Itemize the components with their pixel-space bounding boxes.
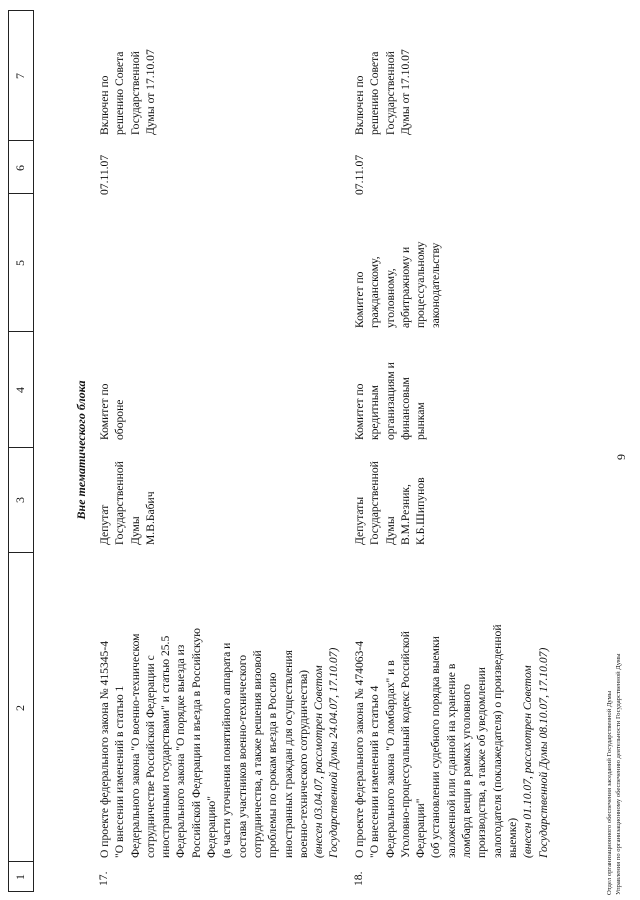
row-co-committee	[352, 198, 444, 328]
description-line: Уголовно-процессуальный кодекс Российской	[398, 631, 412, 858]
decision-line: Государственной	[128, 51, 142, 135]
description-line: (в части уточнения понятийного аппарата и	[220, 642, 234, 858]
row-committee	[97, 335, 128, 440]
decision-line: Думы от 17.10.07	[398, 49, 412, 135]
committee-line: Комитет по	[353, 383, 366, 440]
row-initiator	[97, 450, 158, 545]
initiator-line: В.М.Резник,	[398, 484, 412, 545]
committee-line: обороне	[113, 399, 127, 440]
row-description	[352, 553, 551, 858]
header-col-divider	[8, 447, 34, 448]
committee-line: рынкам	[414, 402, 428, 440]
decision-line: решению Совета	[113, 51, 127, 135]
decision-line: Включен по	[98, 75, 111, 135]
initiator-line: Депутаты	[353, 496, 366, 545]
header-col-divider	[8, 193, 34, 194]
committee-line: финансовым	[398, 377, 412, 440]
footer-line-1: Отдел организационного обеспечения заседаний Государственной Думы	[606, 690, 613, 895]
decision-line: Государственной	[383, 51, 397, 135]
co-committee-line: уголовному,	[383, 268, 397, 328]
description-line: сотрудничестве Российской Федерации с	[143, 655, 157, 858]
description-line: военно-технического сотрудничества)	[296, 669, 310, 858]
description-line: Федерацию"	[205, 796, 219, 858]
row-decision	[97, 15, 158, 135]
header-col-divider	[8, 140, 34, 141]
header-col-divider	[8, 10, 34, 11]
header-col-divider	[8, 891, 34, 892]
committee-line: кредитным	[368, 385, 382, 440]
co-committee-line: гражданскому,	[368, 256, 382, 328]
description-line: проблемы по срокам въезда в Россию	[266, 672, 280, 858]
header-top-border	[8, 10, 9, 892]
description-line: иностранными государствами" и статью 25.5	[159, 635, 173, 858]
submission-note: Государственной Думы 08.10.07, 17.10.07)	[536, 647, 550, 858]
decision-line: решению Совета	[368, 51, 382, 135]
description-line: Федерального закона "О порядке выезда из	[174, 644, 188, 858]
row-date: 07.11.07	[353, 154, 366, 195]
description-line: (об установлении судебного порядка выемки	[429, 636, 443, 858]
description-line: выемке)	[505, 817, 519, 858]
page-number: 9	[614, 454, 628, 460]
co-committee-line: Комитет по	[353, 271, 366, 328]
column-number: 4	[13, 387, 27, 393]
co-committee-line: законодательству	[429, 242, 443, 328]
initiator-line: М.В.Бабич	[143, 491, 157, 545]
description-line: иностранных граждан для осуществления	[281, 650, 295, 858]
column-number: 1	[13, 874, 27, 880]
description-line: Федерального закона "О военно-техническом	[128, 633, 142, 858]
description-line: "О внесении изменений в статью 1	[113, 685, 127, 858]
initiator-line: Государственной	[113, 461, 127, 545]
column-number: 5	[13, 260, 27, 266]
description-line: О проекте федерального закона № 415345-4	[98, 641, 111, 858]
block-title: Вне тематического блока	[74, 380, 88, 520]
row-initiator	[352, 450, 428, 545]
row-number: 18.	[352, 871, 365, 886]
co-committee-line: процессуальному	[414, 241, 428, 328]
column-number: 3	[13, 497, 27, 503]
header-col-divider	[8, 861, 34, 862]
description-line: залогодателя (поклажедателя) о произведенной	[490, 624, 504, 858]
header-col-divider	[8, 331, 34, 332]
decision-line: Включен по	[353, 75, 366, 135]
footer-line-2: Управления по организационному обеспечению деятельности Государственной Думы	[615, 653, 622, 895]
description-line: "О внесении изменений в статью 4	[368, 685, 382, 858]
initiator-line: Государственной	[368, 461, 382, 545]
initiator-line: Думы	[383, 516, 397, 545]
description-line: ломбард вещи в рамках уголовного	[460, 684, 474, 858]
header-bottom-border	[33, 10, 34, 892]
description-line: Федерации"	[414, 798, 428, 858]
row-description	[97, 553, 342, 858]
row-decision	[352, 15, 413, 135]
initiator-line: Депутат	[98, 504, 111, 545]
description-line: заложенной или сданной на хранение в	[444, 663, 458, 858]
submission-note: (внесен 01.10.07, рассмотрен Советом	[521, 665, 535, 858]
submission-note: Государственной Думы 24.04.07, 17.10.07)	[327, 647, 341, 858]
column-number: 6	[13, 165, 27, 171]
column-number: 7	[13, 73, 27, 79]
committee-line: организациям и	[383, 362, 397, 440]
initiator-line: К.Б.Шипунов	[414, 477, 428, 545]
decision-line: Думы от 17.10.07	[143, 49, 157, 135]
description-line: Федерального закона "О ломбардах" и в	[383, 660, 397, 858]
description-line: сотрудничества, а также решения визовой	[250, 650, 264, 858]
row-date: 07.11.07	[98, 154, 111, 195]
row-number: 17.	[97, 871, 110, 886]
co-committee-line: арбитражному и	[398, 246, 412, 328]
row-committee	[352, 335, 428, 440]
description-line: состава участников военно-технического	[235, 654, 249, 858]
description-line: Российской Федерации и въезда в Российскую	[189, 628, 203, 858]
header-col-divider	[8, 552, 34, 553]
column-number: 2	[13, 705, 27, 711]
committee-line: Комитет по	[98, 383, 111, 440]
description-line: О проекте федерального закона № 474063-4	[353, 641, 366, 858]
submission-note: (внесен 03.04.07, рассмотрен Советом	[312, 665, 326, 858]
initiator-line: Думы	[128, 516, 142, 545]
description-line: производства, а также об уведомлении	[475, 667, 489, 858]
